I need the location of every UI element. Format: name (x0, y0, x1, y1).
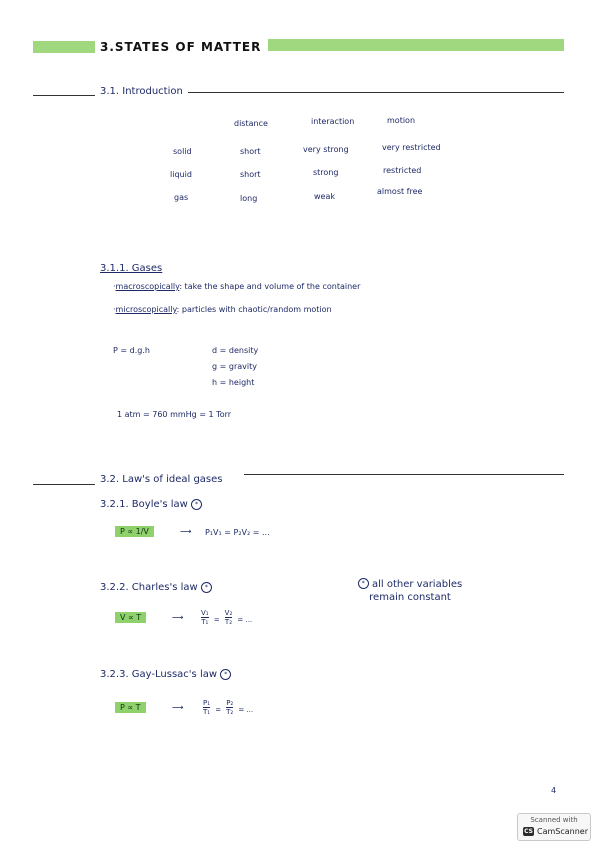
height-definition: h = height (212, 378, 255, 387)
scanned-with-label: Scanned with (530, 816, 578, 824)
title-highlight-right (268, 39, 564, 51)
boyle-relation: P₁V₁ = P₂V₂ = ... (205, 528, 270, 537)
charles-fraction-2 (225, 609, 233, 626)
camscanner-badge (517, 813, 591, 841)
gaylussac-tail: = ... (238, 706, 254, 714)
gaylussac-prop (115, 703, 146, 712)
boyle-arrow: ⟶ (180, 527, 192, 536)
gases-heading: 3.1.1. Gases (100, 263, 163, 274)
charles-tail: = ... (237, 616, 253, 624)
gaylussac-prop-highlight: P ∝ T (115, 702, 146, 713)
charles-frac2-num: V₂ (224, 609, 233, 617)
density-definition: d = density (212, 346, 259, 355)
col-motion: motion (387, 116, 416, 125)
constant-note (340, 578, 480, 604)
gaylussac-fraction-2 (226, 699, 233, 716)
gaylussac-fraction-1 (203, 699, 210, 716)
row-solid-motion: very restricted (382, 143, 441, 152)
intro-rule-left (33, 95, 95, 96)
gl-frac2-den: T₂ (226, 708, 234, 716)
pressure-formula: P = d.g.h (113, 346, 150, 355)
charles-heading (100, 582, 212, 593)
micro-line: ·microscopically: particles with chaotic/random motion (113, 305, 332, 314)
note-marker-main: * (358, 578, 369, 589)
charles-frac1-num: V₁ (201, 609, 209, 617)
charles-prop (115, 613, 146, 622)
laws-heading: 3.2. Law's of ideal gases (100, 474, 223, 485)
page-title: 3.STATES OF MATTER (100, 40, 262, 54)
gl-frac1-den: T₁ (203, 708, 211, 716)
camscanner-logo-icon: CS (524, 828, 533, 835)
title-highlight-left (33, 41, 95, 53)
gaylussac-heading (100, 669, 231, 680)
laws-rule-left (33, 484, 95, 485)
laws-rule-right (244, 474, 564, 475)
camscanner-name: CamScanner (537, 827, 589, 836)
constant-note-text: all other variables remain constant (369, 579, 463, 603)
note-marker-gaylussac: * (220, 669, 231, 680)
macro-line: ·macroscopically: take the shape and volume of the container (113, 282, 361, 291)
row-gas-distance: long (240, 194, 258, 203)
boyle-heading (100, 499, 202, 510)
boyle-prop-highlight: P ∝ 1/V (115, 526, 154, 537)
row-solid-interaction: very strong (303, 145, 349, 154)
charles-arrow: ⟶ (172, 613, 184, 622)
macro-text: : take the shape and volume of the container (179, 282, 361, 291)
row-gas-motion: almost free (377, 187, 423, 196)
row-state-solid: solid (173, 147, 192, 156)
charles-frac2-den: T₂ (224, 618, 233, 626)
gl-frac2-num: P₂ (226, 699, 234, 707)
note-marker-charles: * (201, 582, 212, 593)
charles-heading-text: 3.2.2. Charles's law (100, 582, 198, 593)
col-interaction: interaction (311, 117, 355, 126)
gravity-definition: g = gravity (212, 362, 257, 371)
row-liquid-interaction: strong (313, 168, 339, 177)
intro-rule-right (188, 92, 564, 93)
page-number: 4 (551, 786, 557, 795)
micro-term: microscopically (115, 305, 177, 314)
charles-frac1-den: T₁ (201, 618, 209, 626)
charles-equals: = (213, 616, 220, 624)
row-liquid-distance: short (240, 170, 261, 179)
charles-relation (201, 607, 252, 626)
row-state-liquid: liquid (170, 170, 192, 179)
gaylussac-relation (203, 697, 253, 716)
gl-frac1-num: P₁ (203, 699, 211, 707)
gaylussac-equals: = (215, 706, 222, 714)
row-state-gas: gas (174, 193, 189, 202)
gaylussac-arrow: ⟶ (172, 703, 184, 712)
charles-prop-highlight: V ∝ T (115, 612, 146, 623)
note-marker-boyle: * (191, 499, 202, 510)
gaylussac-heading-text: 3.2.3. Gay-Lussac's law (100, 669, 218, 680)
macro-term: macroscopically (115, 282, 180, 291)
boyle-heading-text: 3.2.1. Boyle's law (100, 499, 188, 510)
intro-heading: 3.1. Introduction (100, 86, 183, 97)
micro-text: : particles with chaotic/random motion (176, 305, 332, 314)
row-gas-interaction: weak (314, 192, 335, 201)
camscanner-row (523, 827, 588, 836)
boyle-prop (115, 527, 154, 536)
charles-fraction-1 (201, 609, 209, 626)
pressure-conversion: 1 atm = 760 mmHg = 1 Torr (117, 410, 232, 419)
row-liquid-motion: restricted (383, 166, 422, 175)
row-solid-distance: short (240, 147, 261, 156)
col-distance: distance (234, 119, 268, 128)
